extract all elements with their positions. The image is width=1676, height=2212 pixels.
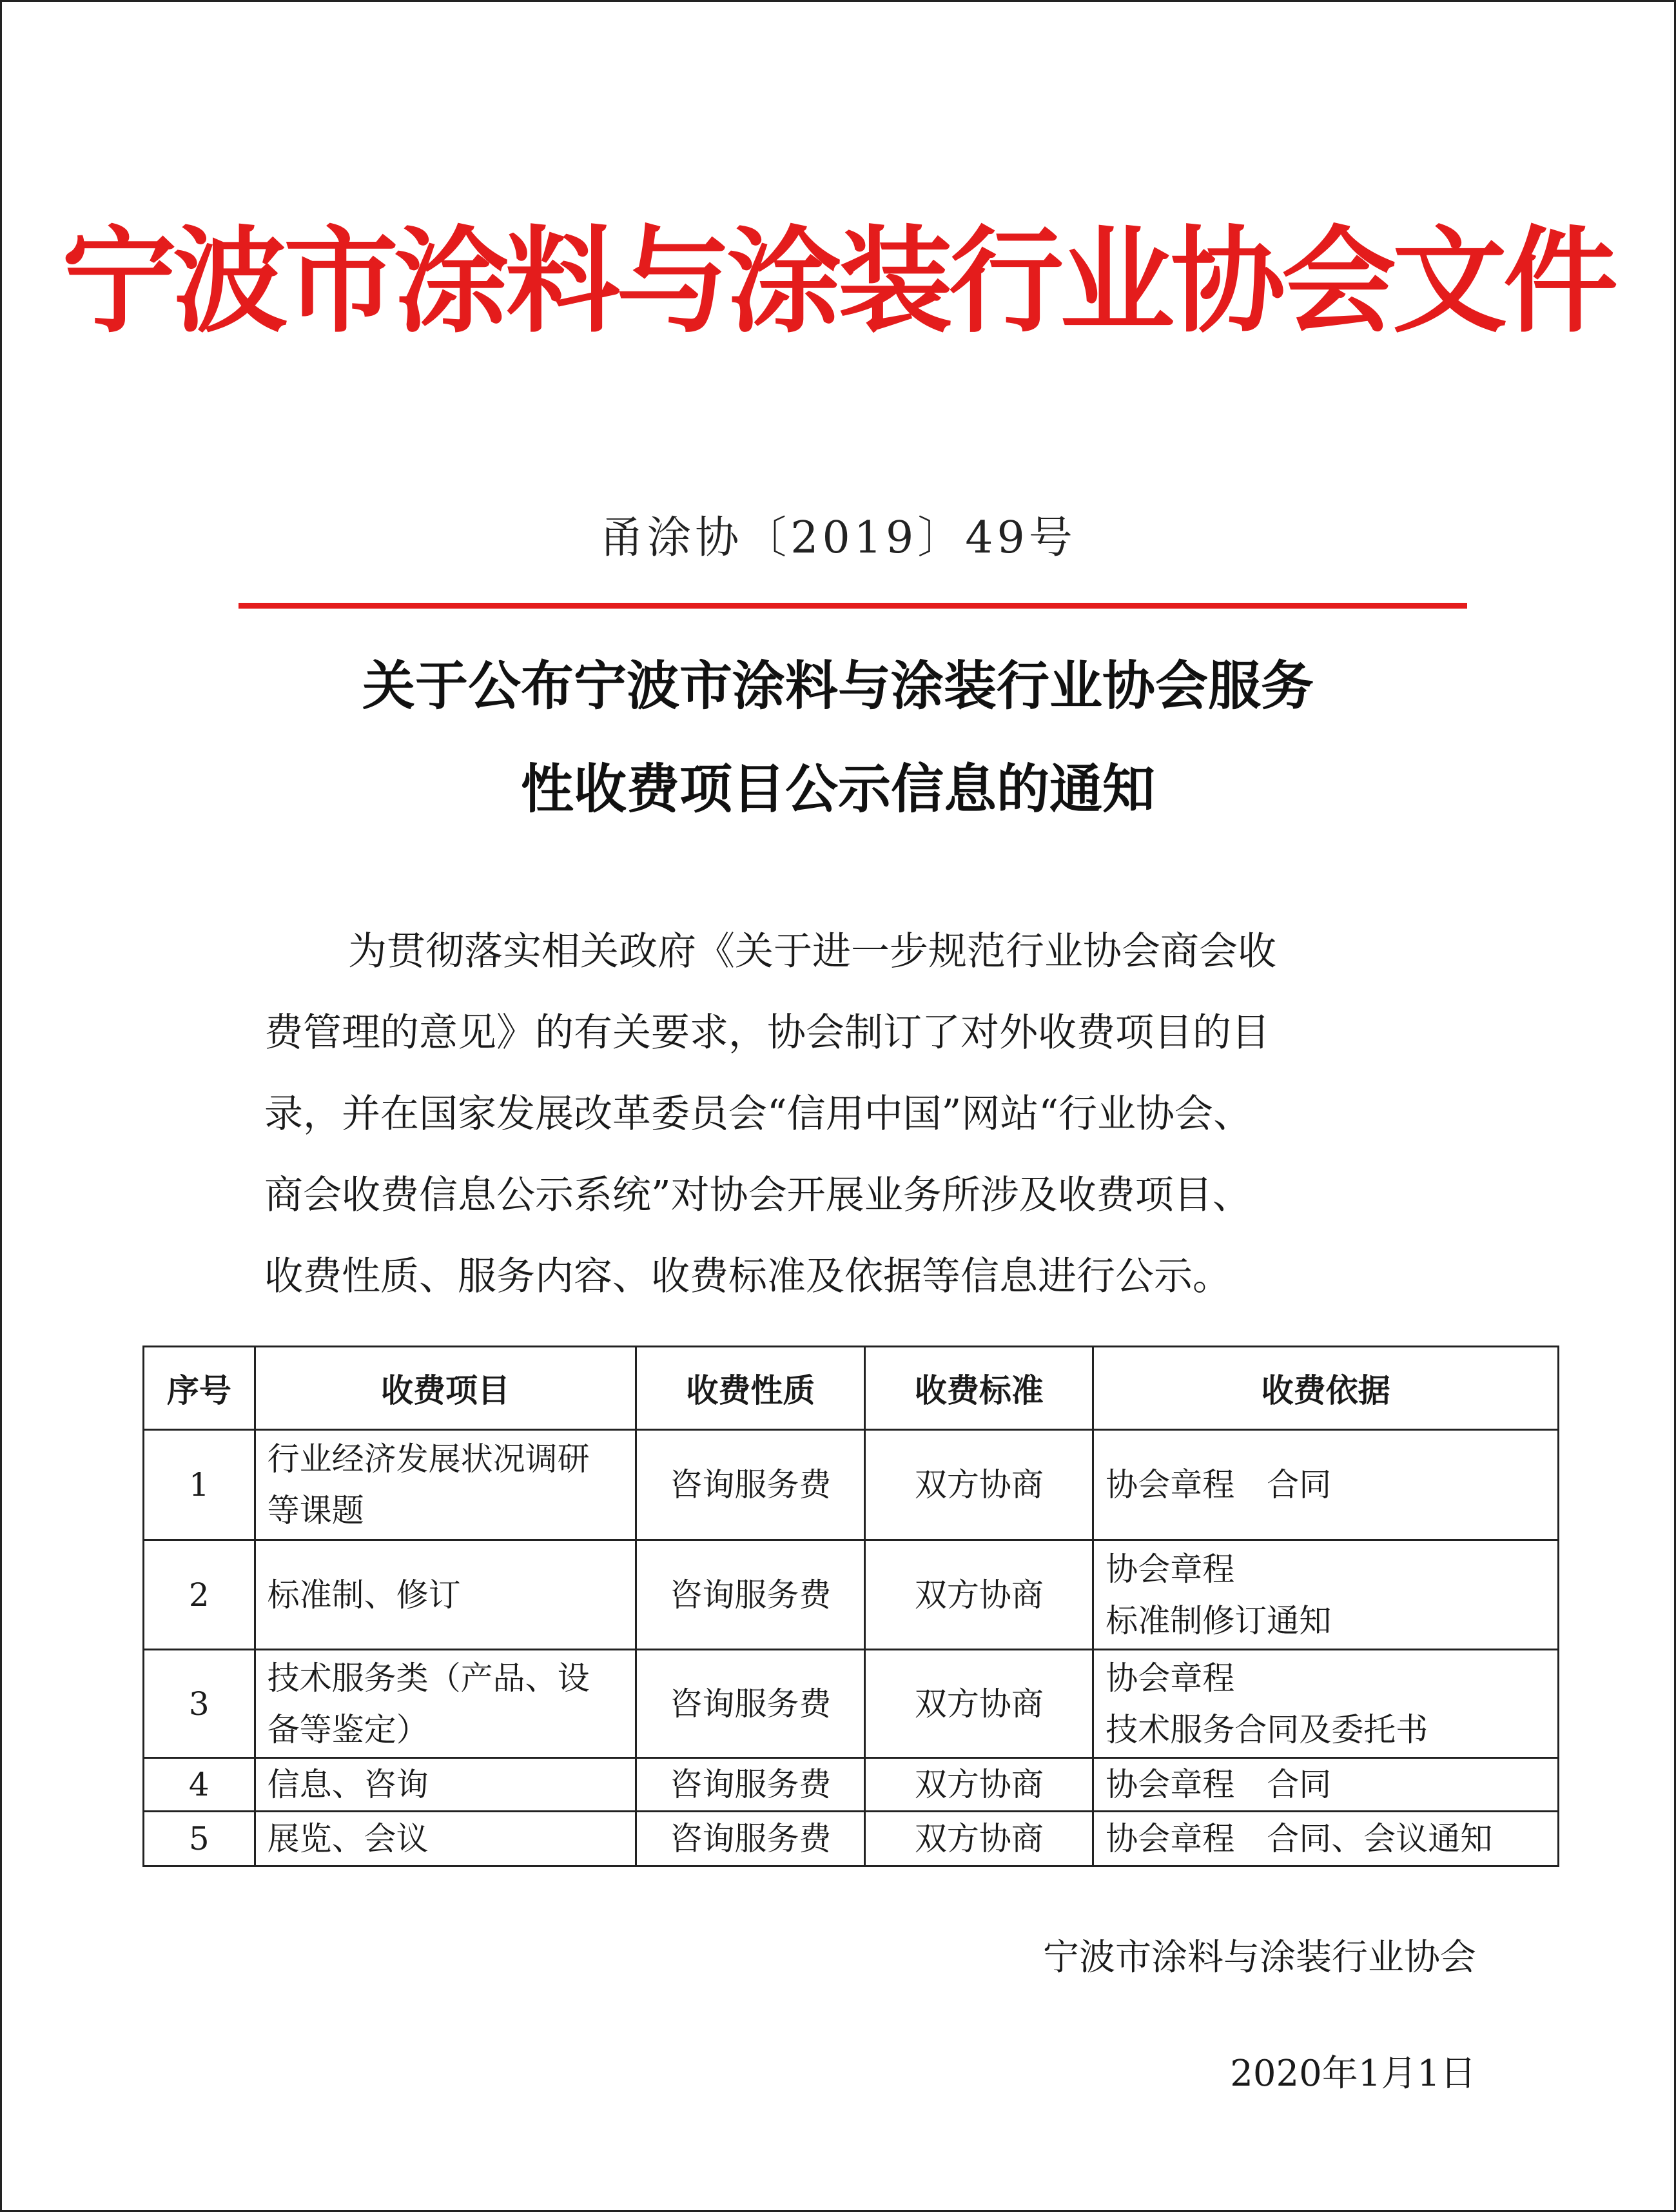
table-header-row bbox=[144, 1347, 1559, 1430]
issue-date: 2020年1月1日 bbox=[1230, 2053, 1476, 2095]
row-item-line: 备等鉴定） bbox=[267, 1710, 429, 1748]
row-nature: 咨询服务费 bbox=[636, 1650, 865, 1758]
table-row bbox=[144, 1650, 1559, 1758]
body-line: 商会收费信息公示系统”对协会开展业务所涉及收费项目、 bbox=[264, 1173, 1251, 1218]
row-item bbox=[255, 1650, 636, 1758]
row-basis-line: 协会章程 bbox=[1106, 1659, 1235, 1697]
row-standard: 双方协商 bbox=[865, 1430, 1093, 1540]
row-basis bbox=[1093, 1650, 1559, 1758]
fee-table bbox=[142, 1346, 1559, 1867]
row-basis bbox=[1093, 1758, 1559, 1812]
row-nature: 咨询服务费 bbox=[636, 1540, 865, 1650]
row-number: 5 bbox=[144, 1812, 255, 1866]
column-header-number: 序号 bbox=[144, 1347, 255, 1430]
row-basis bbox=[1093, 1812, 1559, 1866]
row-number: 1 bbox=[144, 1430, 255, 1540]
table-row bbox=[144, 1758, 1559, 1812]
row-basis bbox=[1093, 1430, 1559, 1540]
row-item-line: 展览、会议 bbox=[267, 1820, 429, 1857]
column-header-nature: 收费性质 bbox=[636, 1347, 865, 1430]
row-standard: 双方协商 bbox=[865, 1650, 1093, 1758]
body-paragraph bbox=[264, 911, 1437, 1317]
row-item-line: 信息、咨询 bbox=[267, 1766, 429, 1803]
row-standard: 双方协商 bbox=[865, 1540, 1093, 1650]
row-nature: 咨询服务费 bbox=[636, 1758, 865, 1812]
row-number: 4 bbox=[144, 1758, 255, 1812]
document-number: 甬涂协〔2019〕49号 bbox=[599, 513, 1077, 563]
row-nature: 咨询服务费 bbox=[636, 1812, 865, 1866]
body-line: 费管理的意见》的有关要求，协会制订了对外收费项目的目 bbox=[264, 1010, 1270, 1055]
table-row bbox=[144, 1430, 1559, 1540]
body-line: 为贯彻落实相关政府《关于进一步规范行业协会商会收 bbox=[348, 929, 1276, 974]
notice-title-line: 关于公布宁波市涂料与涂装行业协会服务 bbox=[362, 656, 1314, 717]
row-item bbox=[255, 1540, 636, 1650]
row-item-line: 标准制、修订 bbox=[267, 1576, 461, 1614]
body-line: 录，并在国家发展改革委员会“信用中国”网站“行业协会、 bbox=[264, 1091, 1252, 1137]
row-basis-line: 协会章程 bbox=[1106, 1550, 1235, 1588]
column-header-basis: 收费依据 bbox=[1093, 1347, 1559, 1430]
table-row bbox=[144, 1812, 1559, 1866]
row-standard: 双方协商 bbox=[865, 1812, 1093, 1866]
row-number: 3 bbox=[144, 1650, 255, 1758]
row-item-line: 行业经济发展状况调研 bbox=[267, 1440, 590, 1478]
row-basis-line: 标准制修订通知 bbox=[1106, 1601, 1332, 1639]
document-header-title: 宁波市涂料与涂装行业协会文件 bbox=[62, 215, 1614, 348]
row-item bbox=[255, 1758, 636, 1812]
notice-title bbox=[0, 635, 1676, 841]
row-number: 2 bbox=[144, 1540, 255, 1650]
row-item bbox=[255, 1430, 636, 1540]
row-standard: 双方协商 bbox=[865, 1758, 1093, 1812]
row-basis bbox=[1093, 1540, 1559, 1650]
column-header-standard: 收费标准 bbox=[865, 1347, 1093, 1430]
row-basis-line: 协会章程 合同、会议通知 bbox=[1106, 1820, 1493, 1857]
table-row bbox=[144, 1540, 1559, 1650]
body-line: 收费性质、服务内容、收费标准及依据等信息进行公示。 bbox=[264, 1254, 1231, 1299]
issuer-signature: 宁波市涂料与涂装行业协会 bbox=[1043, 1937, 1476, 1979]
red-divider-line bbox=[239, 603, 1467, 609]
row-basis-line: 协会章程 合同 bbox=[1106, 1766, 1332, 1803]
row-nature: 咨询服务费 bbox=[636, 1430, 865, 1540]
notice-title-line: 性收费项目公示信息的通知 bbox=[520, 759, 1155, 820]
row-basis-line: 协会章程 合同 bbox=[1106, 1466, 1332, 1503]
row-item bbox=[255, 1812, 636, 1866]
row-item-line: 技术服务类（产品、设 bbox=[267, 1659, 590, 1697]
column-header-item: 收费项目 bbox=[255, 1347, 636, 1430]
row-basis-line: 技术服务合同及委托书 bbox=[1106, 1710, 1428, 1748]
row-item-line: 等课题 bbox=[267, 1492, 364, 1529]
